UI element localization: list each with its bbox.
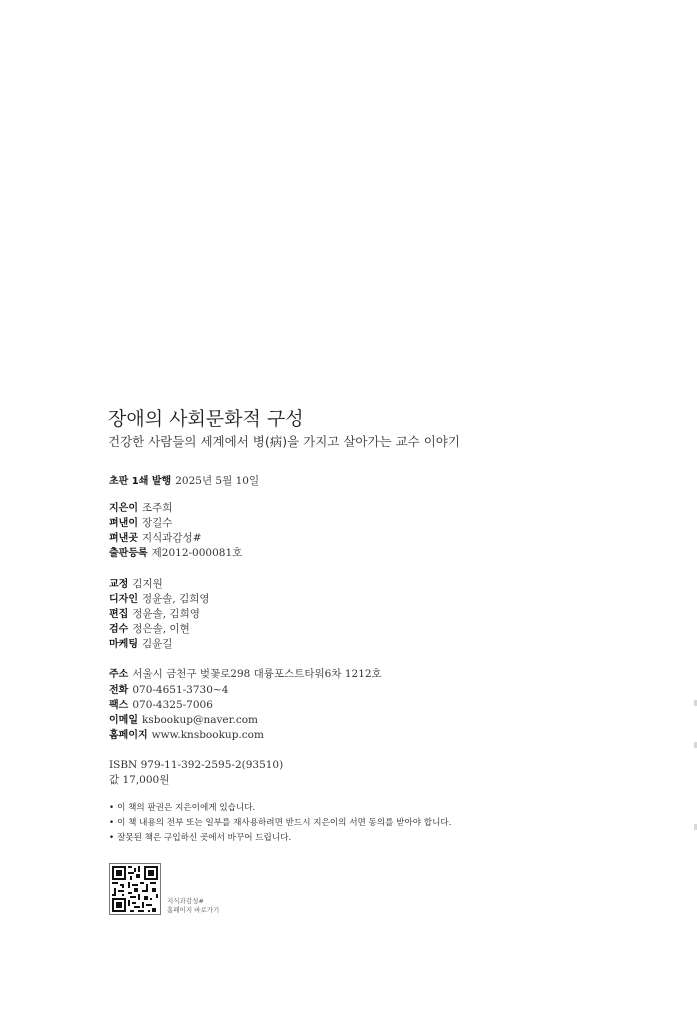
contact-label: 주소	[109, 669, 129, 680]
qr-caption-publisher: 지식과감성#	[167, 897, 204, 905]
edition-date: 2025년 5월 10일	[175, 475, 260, 487]
contact-value: ksbookup@naver.com	[141, 714, 258, 726]
credit-label: 출판등록	[109, 548, 148, 559]
qr-caption-link-text: 홈페이지 바로가기	[167, 906, 220, 914]
staff-proofreading	[109, 577, 163, 592]
staff-label: 편집	[109, 609, 129, 620]
contact-value: www.knsbookup.com	[151, 729, 264, 741]
credit-registration	[109, 546, 242, 561]
contact-label: 홈페이지	[109, 730, 148, 741]
credit-label: 펴낸곳	[109, 533, 138, 544]
edition-label: 초판 1쇄 발행	[109, 476, 172, 487]
qr-caption	[167, 897, 219, 915]
qr-code-icon	[110, 864, 160, 914]
contact-value: 070-4651-3730~4	[132, 684, 229, 696]
edition-line	[109, 474, 259, 489]
copyright-note: • 잘못된 책은 구입하신 곳에서 바꾸어 드립니다.	[109, 833, 292, 843]
isbn: ISBN 979-11-392-2595-2(93510)	[109, 759, 284, 771]
book-title: 장애의 사회문화적 구성	[108, 408, 304, 430]
contact-address	[109, 667, 382, 682]
credit-value: 지식과감성#	[141, 532, 202, 544]
staff-value: 정윤솔, 김희영	[141, 593, 210, 605]
copyright-note: • 이 책 내용의 전부 또는 일부를 재사용하려면 반드시 지은이의 서면 동의를 받아야 합니다.	[109, 818, 452, 828]
staff-label: 교정	[109, 579, 129, 590]
staff-editing	[109, 607, 200, 622]
price: 값 17,000원	[109, 774, 170, 786]
credit-publishing-house	[109, 531, 202, 546]
credit-value: 장길수	[141, 517, 173, 529]
staff-value: 정은솔, 이현	[132, 623, 190, 635]
staff-value: 김지원	[132, 578, 163, 590]
qr-code[interactable]	[109, 863, 161, 915]
contact-label: 팩스	[109, 700, 129, 711]
contact-homepage	[109, 728, 264, 743]
staff-value: 김윤길	[141, 638, 173, 650]
staff-label: 디자인	[109, 594, 138, 605]
bullet-icon: •	[109, 803, 115, 813]
contact-label: 전화	[109, 685, 129, 696]
credit-value: 조주희	[141, 502, 173, 514]
staff-label: 마케팅	[109, 639, 138, 650]
credit-label: 펴낸이	[109, 518, 138, 529]
staff-review	[109, 622, 190, 637]
staff-label: 검수	[109, 624, 129, 635]
contact-value: 서울시 금천구 벚꽃로298 대륭포스트타워6차 1212호	[132, 668, 382, 680]
bullet-icon: •	[109, 818, 115, 828]
staff-design	[109, 592, 210, 607]
book-subtitle: 건강한 사람들의 세계에서 병(病)을 가지고 살아가는 교수 이야기	[108, 434, 460, 449]
bullet-icon: •	[109, 833, 115, 843]
copyright-note: • 이 책의 판권은 지은이에게 있습니다.	[109, 803, 256, 813]
contact-email	[109, 713, 258, 728]
contact-value: 070-4325-7006	[132, 699, 213, 711]
contact-fax	[109, 698, 213, 713]
credit-value: 제2012-000081호	[151, 547, 243, 559]
credit-publisher	[109, 516, 172, 531]
staff-value: 정윤솔, 김희영	[132, 608, 200, 620]
contact-phone	[109, 683, 228, 698]
staff-marketing	[109, 637, 172, 652]
contact-label: 이메일	[109, 715, 138, 726]
credit-author	[109, 501, 172, 516]
credit-label: 지은이	[109, 503, 138, 514]
